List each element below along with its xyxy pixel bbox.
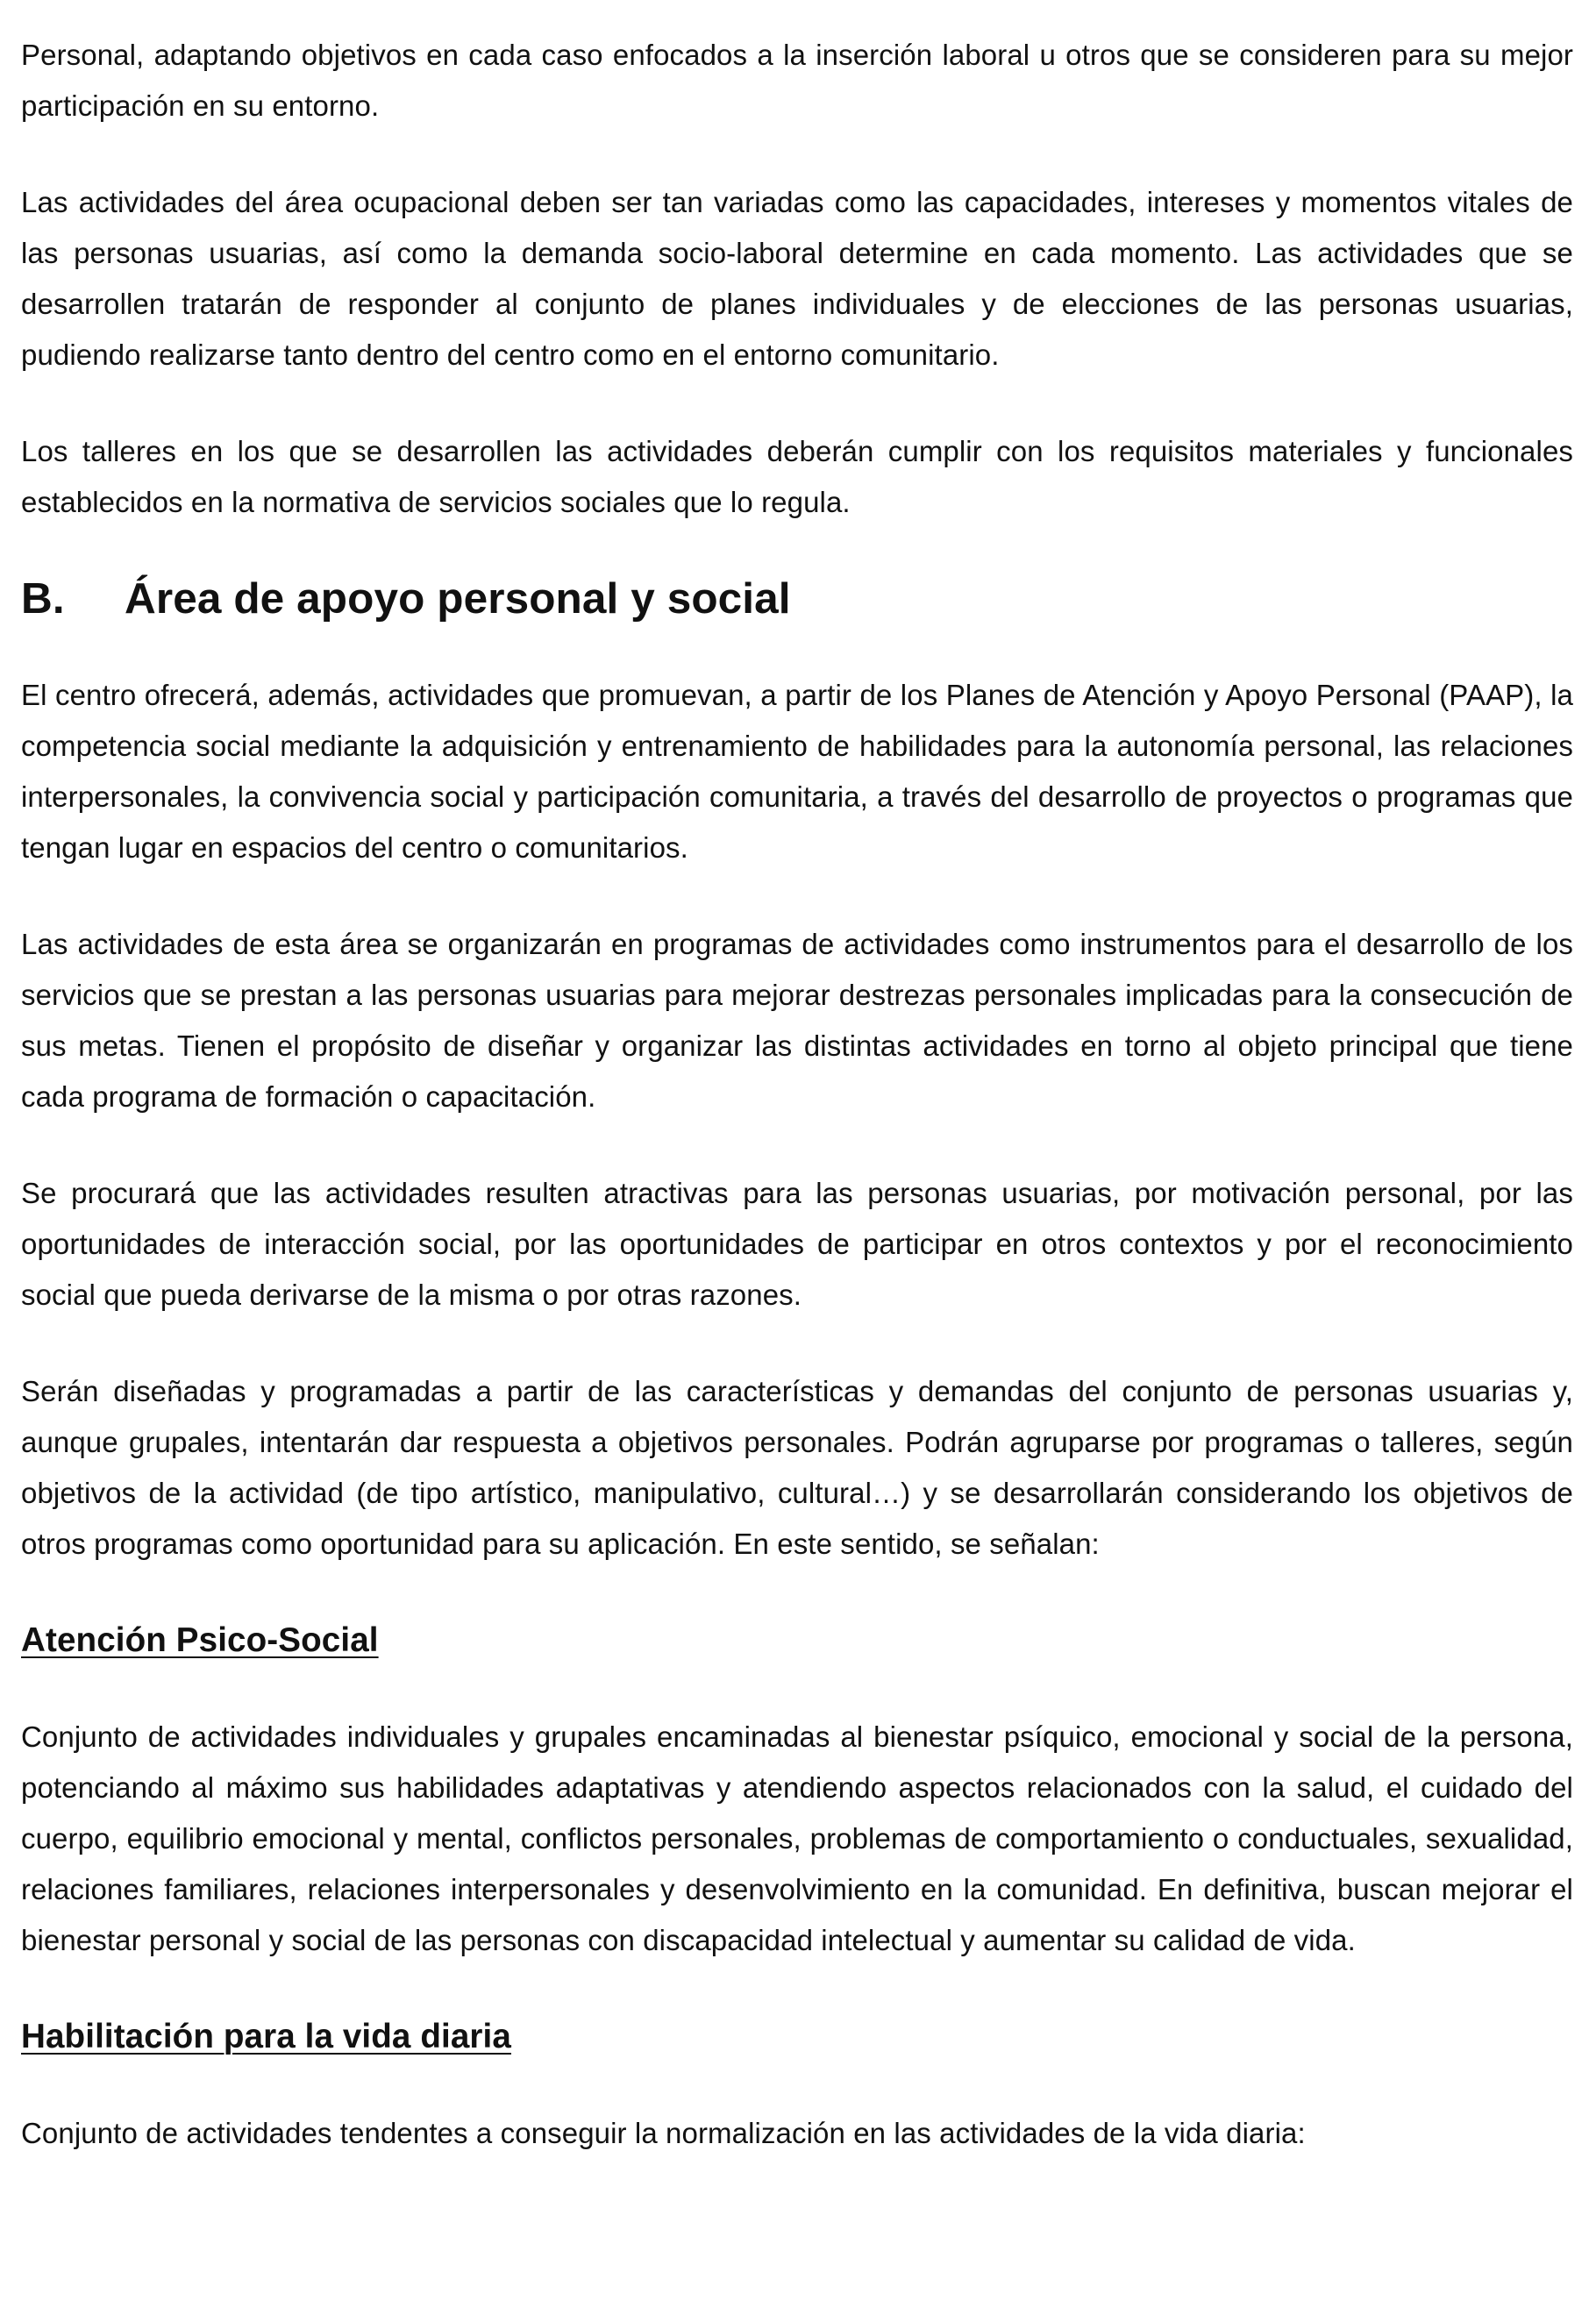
paragraph-gap	[21, 2062, 1573, 2108]
paragraph-gap	[21, 873, 1573, 919]
paragraph-continuation: Personal, adaptando objetivos en cada caso enfocados a la inserción laboral u otros que se consideren para su mejor participación en su entorno.	[21, 39, 1573, 122]
paragraph-gap	[21, 1321, 1573, 1366]
paragraph-gap	[21, 528, 1573, 573]
section-letter: B.	[21, 574, 65, 623]
paragraph-center-offers: El centro ofrecerá, además, actividades que promuevan, a partir de los Planes de Atención y Apoyo Personal (PAAP), la competencia social mediante la adquisición y entrenamiento de habilidades para la autonomía personal, las relaciones interpersonales, la convivencia social y participación comunitaria, a través del desarrollo de proyectos o programas que tengan lugar en espacios del centro o comunitarios.	[21, 679, 1573, 864]
paragraph-gap	[21, 624, 1573, 670]
paragraph-gap	[21, 1570, 1573, 1615]
paragraph-gap	[21, 381, 1573, 426]
paragraph-workshops: Los talleres en los que se desarrollen las actividades deberán cumplir con los requisitos materiales y funcionales establecidos en la normativa de servicios sociales que lo regula.	[21, 435, 1573, 518]
subheading-psychosocial: Atención Psico-Social	[21, 1621, 379, 1659]
paragraph-psychosocial: Conjunto de actividades individuales y grupales encaminadas al bienestar psíquico, emocional y social de la persona, potenciando al máximo sus habilidades adaptativas y atendiendo aspectos relacionados con la salud, el cuidado del cuerpo, equilibrio emocional y mental, conflictos personales, problemas de comportamiento o conductuales, sexualidad, relaciones familiares, relaciones interpersonales y desenvolvimiento en la comunidad. En definitiva, buscan mejorar el bienestar personal y social de las personas con discapacidad intelectual y aumentar su calidad de vida.	[21, 1720, 1573, 1956]
section-title: Área de apoyo personal y social	[125, 574, 791, 623]
paragraph-gap	[21, 1122, 1573, 1168]
paragraph-gap	[21, 132, 1573, 177]
section-heading-b	[21, 573, 1573, 624]
paragraph-gap	[21, 1966, 1573, 2012]
paragraph-occupational-activities: Las actividades del área ocupacional deben ser tan variadas como las capacidades, intereses y momentos vitales de las personas usuarias, así como la demanda socio-laboral determine en cada momento. Las actividades que se desarrollen tratarán de responder al conjunto de planes individuales y de elecciones de las personas usuarias, pudiendo realizarse tanto dentro del centro como en el entorno comunitario.	[21, 186, 1573, 371]
paragraph-attractive-activities: Se procurará que las actividades resulten atractivas para las personas usuarias, por motivación personal, por las oportunidades de interacción social, por las oportunidades de participar en otros contextos y por el reconocimiento social que pueda derivarse de la misma o por otras razones.	[21, 1177, 1573, 1311]
subheading-daily-life: Habilitación para la vida diaria	[21, 2018, 511, 2055]
paragraph-programs: Las actividades de esta área se organizarán en programas de actividades como instrumentos para el desarrollo de los servicios que se prestan a las personas usuarias para mejorar destrezas personales implicadas para la consecución de sus metas. Tienen el propósito de diseñar y organizar las distintas actividades en torno al objeto principal que tiene cada programa de formación o capacitación.	[21, 928, 1573, 1113]
paragraph-daily-life: Conjunto de actividades tendentes a conseguir la normalización en las actividades de la vida diaria:	[21, 2117, 1306, 2149]
document-page	[21, 30, 1573, 2159]
paragraph-gap	[21, 1666, 1573, 1712]
paragraph-design-programming: Serán diseñadas y programadas a partir de las características y demandas del conjunto de personas usuarias y, aunque grupales, intentarán dar respuesta a objetivos personales. Podrán agruparse por programas o talleres, según objetivos de la actividad (de tipo artístico, manipulativo, cultural…) y se desarrollarán considerando los objetivos de otros programas como oportunidad para su aplicación. En este sentido, se señalan:	[21, 1375, 1573, 1560]
